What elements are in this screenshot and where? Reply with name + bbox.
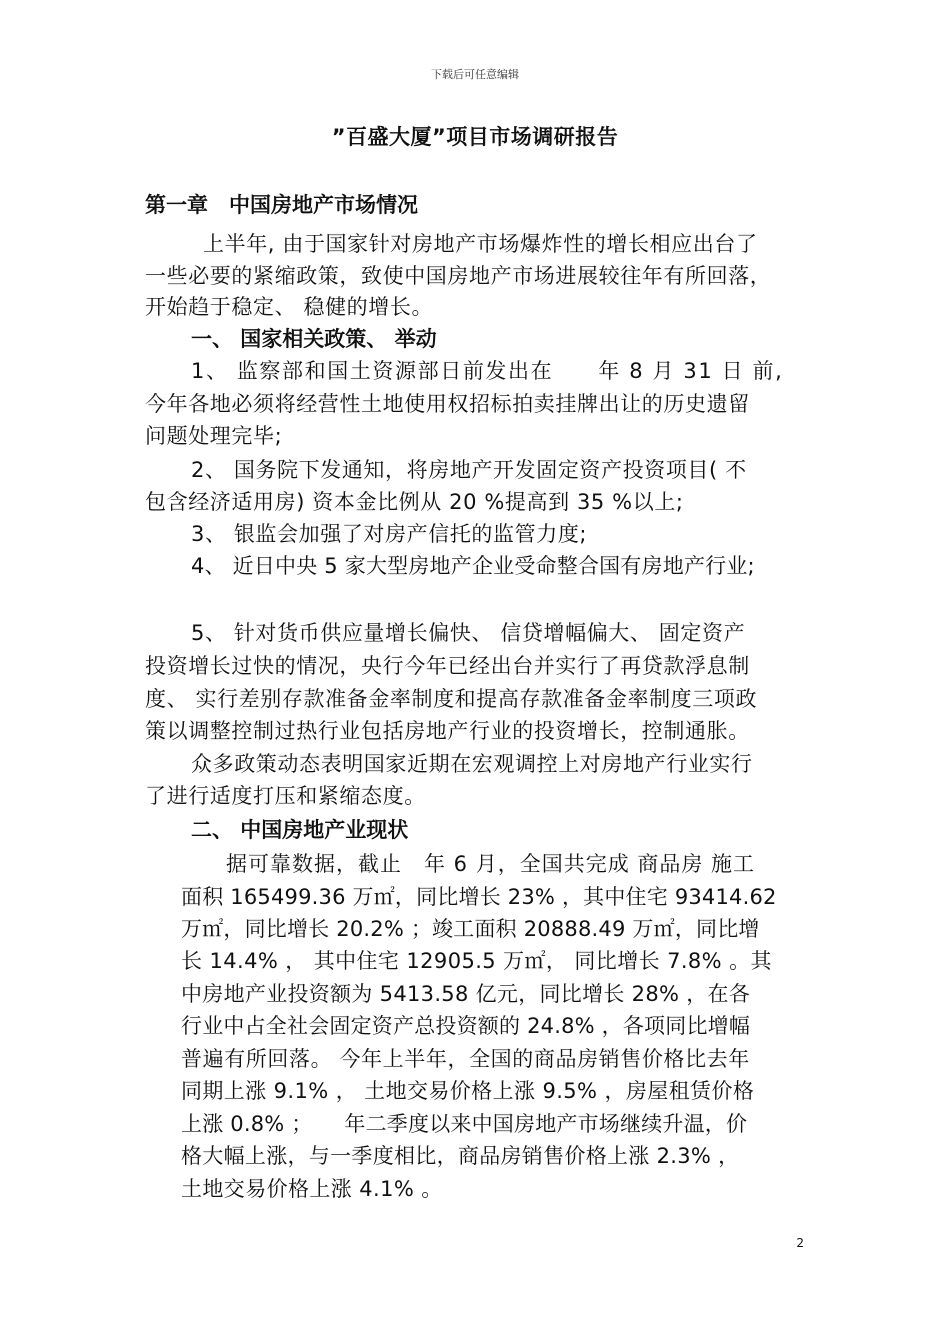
policy-line: 4、 近日中央 5 家大型房地产企业受命整合国有房地产行业; (191, 554, 755, 578)
policy-line: 包含经济适用房) 资本金比例从 20 %提高到 35 %以上; (145, 490, 684, 514)
policy-line: 问题处理完毕; (145, 424, 283, 448)
policy-line: 3、 银监会加强了对房产信托的监管力度; (191, 522, 588, 546)
status-line: 格大幅上涨，与一季度相比，商品房销售价格上涨 2.3% ， (181, 1144, 740, 1168)
status-line: 面积 165499.36 万㎡，同比增长 23% ，其中住宅 93414.62 (181, 885, 777, 909)
policy-line: 1、 监察部和国土资源部日前发出在 年 8 月 31 日 前, (191, 359, 784, 383)
status-line: 普遍有所回落。 今年上半年，全国的商品房销售价格比去年 (181, 1047, 750, 1071)
policy-line: 2、 国务院下发通知，将房地产开发固定资产投资项目( 不 (191, 458, 747, 482)
header-note: 下载后可任意编辑 (431, 68, 519, 81)
chapter-heading: 第一章 中国房地产市场情况 (145, 193, 418, 217)
policy-line: 众多政策动态表明国家近期在宏观调控上对房地产行业实行 (191, 752, 753, 776)
intro-line: 开始趋于稳定、 稳健的增长。 (145, 295, 434, 319)
policy-line: 今年各地必须将经营性土地使用权招标拍卖挂牌出让的历史遗留 (145, 392, 750, 416)
policy-line: 度、 实行差别存款准备金率制度和提高存款准备金率制度三项政 (145, 687, 758, 711)
policy-line: 5、 针对货币供应量增长偏快、 信贷增幅偏大、 固定资产 (191, 621, 746, 645)
document-title: ”百盛大厦”项目市场调研报告 (331, 125, 619, 149)
section-heading-status: 二、 中国房地产业现状 (191, 818, 409, 842)
policy-line: 投资增长过快的情况，央行今年已经出台并实行了再贷款浮息制 (145, 654, 750, 678)
section-heading-policy: 一、 国家相关政策、 举动 (191, 327, 437, 351)
status-line: 土地交易价格上涨 4.1% 。 (181, 1177, 443, 1201)
intro-line: 上半年, 由于国家针对房地产市场爆炸性的增长相应出台了 (203, 232, 758, 256)
status-line: 行业中占全社会固定资产总投资额的 24.8% ，各项同比增幅 (181, 1014, 751, 1038)
policy-line: 策以调整控制过热行业包括房地产行业的投资增长，控制通胀。 (145, 719, 750, 743)
status-line: 据可靠数据，截止 年 6 月，全国共完成 商品房 施工 (226, 852, 756, 876)
page-number: 2 (796, 1236, 804, 1250)
status-line: 中房地产业投资额为 5413.58 亿元，同比增长 28% ，在各 (181, 982, 751, 1006)
intro-line: 一些必要的紧缩政策，致使中国房地产市场进展较往年有所回落， (145, 264, 772, 288)
status-line: 同期上涨 9.1% ， 土地交易价格上涨 9.5% ，房屋租赁价格 (181, 1079, 755, 1103)
status-line: 万㎡，同比增长 20.2% ；竣工面积 20888.49 万㎡，同比增 (181, 917, 760, 941)
status-line: 长 14.4% ， 其中住宅 12905.5 万㎡， 同比增长 7.8% 。其 (181, 949, 772, 973)
policy-line: 了进行适度打压和紧缩态度。 (145, 784, 426, 808)
status-line: 上涨 0.8% ； 年二季度以来中国房地产市场继续升温，价 (181, 1112, 748, 1136)
